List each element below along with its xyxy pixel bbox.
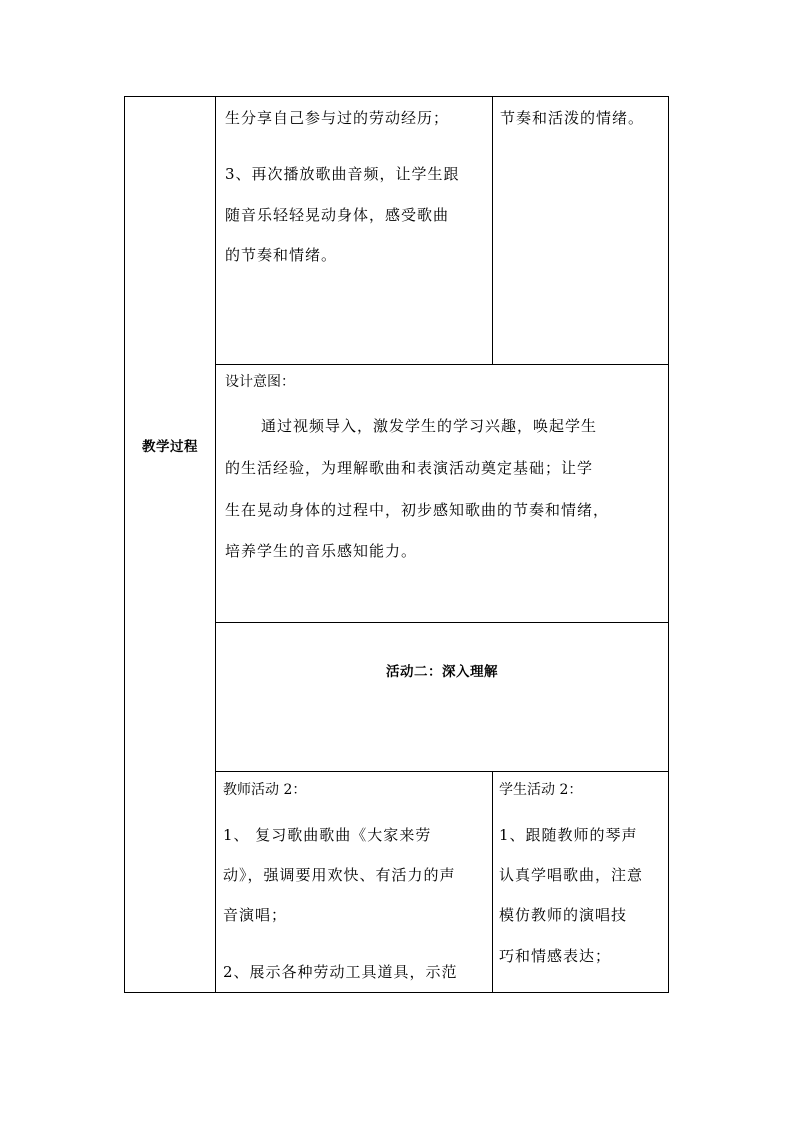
- text-line: 认真学唱歌曲，注意: [499, 866, 644, 884]
- activity2-teacher-cell: [223, 0, 490, 992]
- activity2-title: 活动二：深入理解: [386, 664, 498, 680]
- text-line: 随音乐轻轻晃动身体，感受歌曲: [225, 206, 450, 224]
- text-line: 培养学生的音乐感知能力。: [225, 542, 418, 560]
- text-line: 动》，强调要用欢快、有活力的声: [223, 866, 456, 884]
- text-line: 通过视频导入，激发学生的学习兴趣，唤起学生: [261, 417, 598, 435]
- teacher-activity-label: 教师活动 2：: [223, 782, 307, 798]
- table-left-border: [124, 96, 125, 993]
- text-line: 2、展示各种劳动工具道具，示范: [223, 963, 458, 981]
- text-line: 生在晃动身体的过程中，初步感知歌曲的节奏和情绪，: [225, 501, 610, 519]
- activity2-student-cell: [499, 0, 665, 992]
- text-line: 的生活经验，为理解歌曲和表演活动奠定基础；让学: [225, 459, 594, 477]
- text-line: 模仿教师的演唱技: [499, 906, 628, 924]
- table-bottom-border: [124, 992, 669, 993]
- text-line: 音演唱；: [223, 906, 288, 924]
- design-intent-label: 设计意图：: [225, 374, 295, 390]
- text-line: 生分享自己参与过的劳动经历；: [225, 109, 450, 127]
- table-right-border: [668, 96, 669, 993]
- text-line: 巧和情感表达；: [499, 947, 612, 965]
- text-line: 1、跟随教师的琴声: [499, 826, 638, 844]
- text-line: 的节奏和情绪。: [225, 246, 338, 264]
- text-line: 节奏和活泼的情绪。: [500, 109, 645, 127]
- teaching-process-header: 教学过程: [142, 439, 198, 455]
- header-column-divider: [215, 96, 216, 993]
- text-line: 3、再次播放歌曲音频，让学生跟: [225, 165, 460, 183]
- text-line: 1、 复习歌曲歌曲《大家来劳: [223, 826, 432, 844]
- activity2-column-divider: [492, 771, 493, 992]
- student-activity-label: 学生活动 2：: [499, 782, 583, 798]
